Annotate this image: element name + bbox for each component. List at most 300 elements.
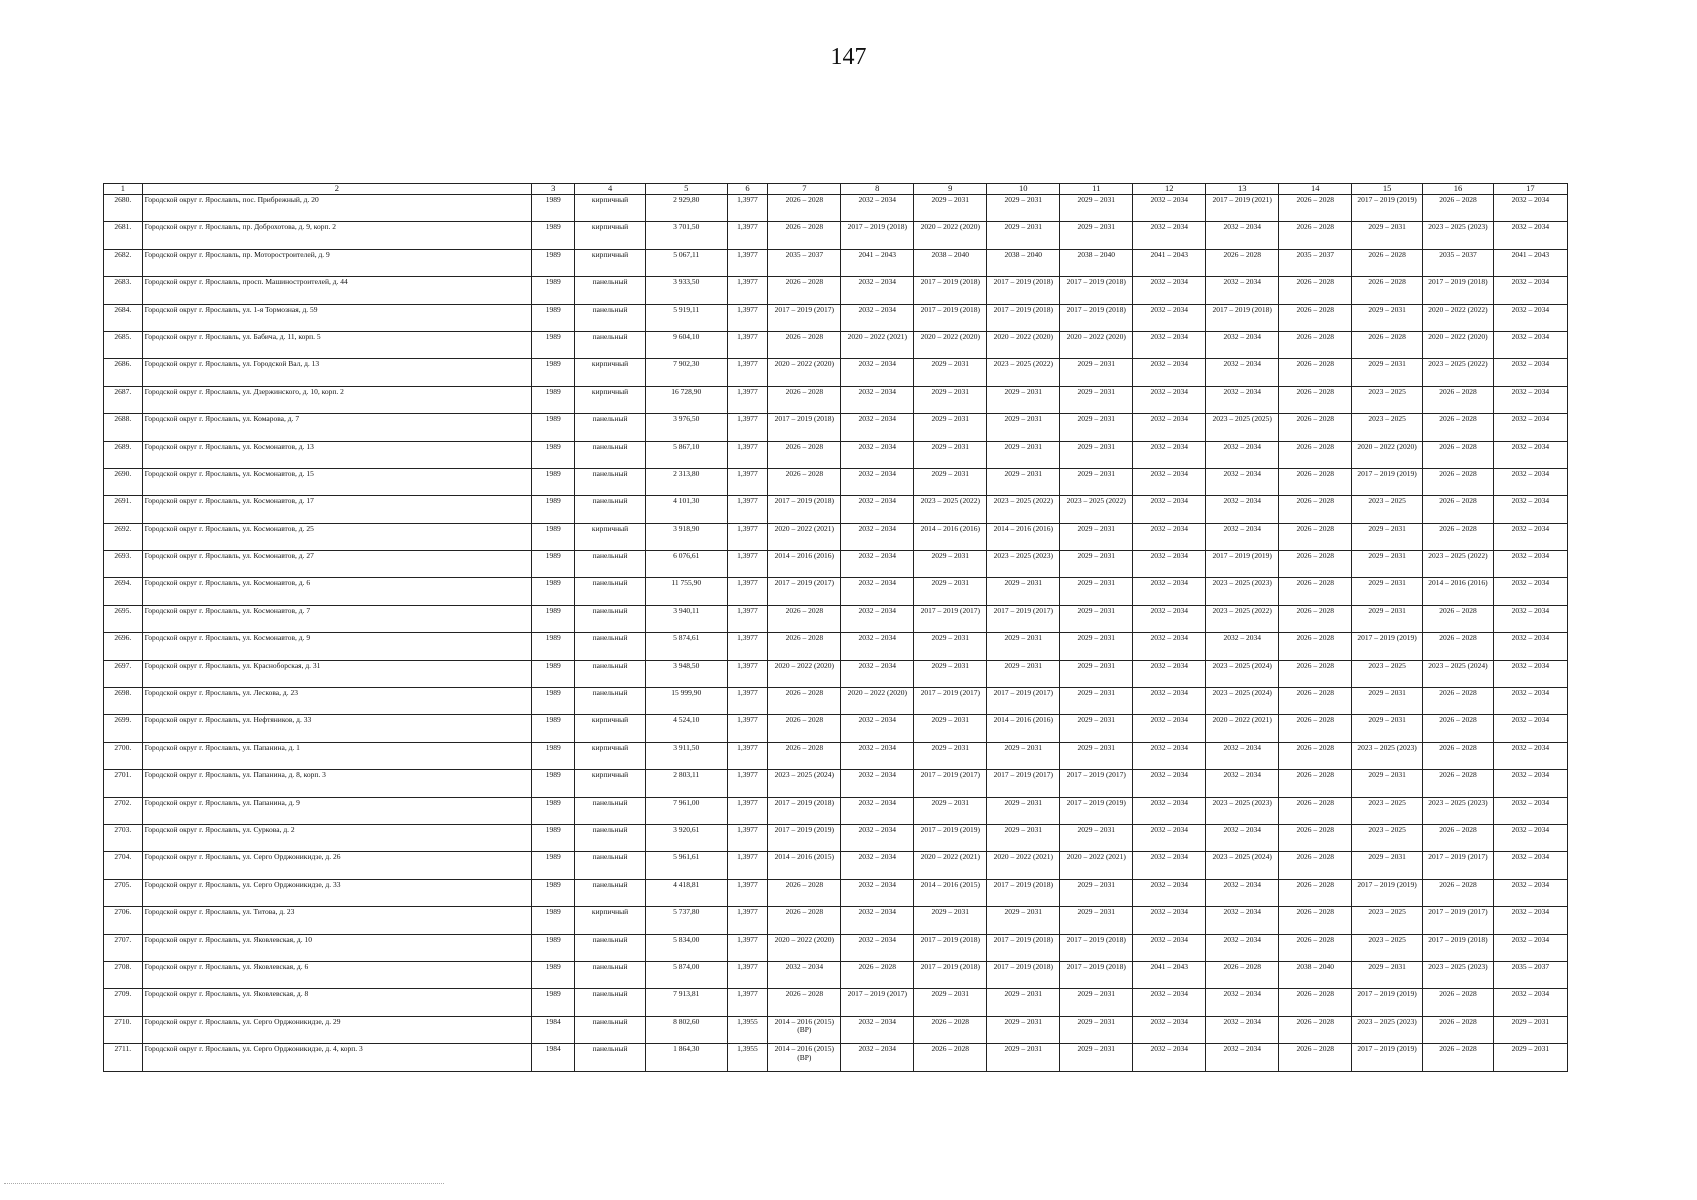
table-cell: 1,3977 [727,742,768,769]
table-cell: 2026 – 2028 [1279,907,1352,934]
table-cell: 1989 [532,879,575,906]
table-cell: 2026 – 2028 [1423,605,1494,632]
table-cell: 2 803,11 [645,770,727,797]
table-row [104,578,1568,605]
table-cell: 2032 – 2034 [1133,688,1206,715]
table-cell: 2017 – 2019 (2017) [914,688,987,715]
table-cell: 2032 – 2034 [841,907,914,934]
table-cell: 2032 – 2034 [768,961,841,988]
table-cell: 2029 – 2031 [1352,551,1423,578]
table-cell: 2029 – 2031 [1060,1016,1133,1043]
table-cell: 2023 – 2025 (2024) [1206,688,1279,715]
table-cell: 2029 – 2031 [987,468,1060,495]
table-cell: 2017 – 2019 (2017) [768,304,841,331]
table-cell: 2023 – 2025 (2023) [1423,222,1494,249]
table-cell: 2017 – 2019 (2019) [1060,797,1133,824]
address-cell: Городской округ г. Ярославль, ул. Серго Орджоникидзе, д. 33 [142,879,532,906]
table-cell: 2032 – 2034 [1206,934,1279,961]
table-row [104,468,1568,495]
table-cell: 2014 – 2016 (2016) [768,551,841,578]
table-cell: 2032 – 2034 [1206,359,1279,386]
table-cell: 2032 – 2034 [1493,359,1567,386]
table-cell: 1989 [532,331,575,358]
table-cell: 2029 – 2031 [1352,605,1423,632]
table-cell: 2032 – 2034 [1206,523,1279,550]
table-cell: 2014 – 2016 (2015) [768,852,841,879]
table-cell: панельный [575,961,646,988]
row-number-cell: 2706. [104,907,143,934]
table-cell: 2032 – 2034 [1133,551,1206,578]
table-cell: 2017 – 2019 (2018) [987,879,1060,906]
row-number-cell: 2693. [104,551,143,578]
table-cell: 2017 – 2019 (2019) [1352,468,1423,495]
table-cell: 4 524,10 [645,715,727,742]
table-cell: 2029 – 2031 [914,633,987,660]
table-cell: 1989 [532,359,575,386]
table-cell: 1989 [532,195,575,222]
table-cell: 2026 – 2028 [1206,961,1279,988]
table-cell: 1,3955 [727,1016,768,1043]
table-cell: 2029 – 2031 [1060,742,1133,769]
page-number: 147 [830,44,867,70]
table-cell: 1989 [532,277,575,304]
address-cell: Городской округ г. Ярославль, ул. Лескова, д. 23 [142,688,532,715]
table-cell: 2029 – 2031 [987,578,1060,605]
table-cell: 2032 – 2034 [841,1044,914,1071]
table-cell: 2032 – 2034 [1493,222,1567,249]
table-cell: 2032 – 2034 [1493,989,1567,1016]
table-cell: 7 913,81 [645,989,727,1016]
table-cell: 2032 – 2034 [1493,852,1567,879]
table-cell: 2029 – 2031 [987,633,1060,660]
table-cell: 2032 – 2034 [841,879,914,906]
table-cell: 2029 – 2031 [987,1044,1060,1071]
table-row [104,633,1568,660]
table-cell: 2026 – 2028 [1423,688,1494,715]
table-cell: 2032 – 2034 [1493,770,1567,797]
address-cell: Городской округ г. Ярославль, ул. Городской Вал, д. 13 [142,359,532,386]
table-cell: 2038 – 2040 [987,249,1060,276]
table-cell: 7 902,30 [645,359,727,386]
table-cell: 2026 – 2028 [914,1044,987,1071]
table-cell: 1989 [532,414,575,441]
table-cell: 2032 – 2034 [1133,907,1206,934]
table-cell: 2020 – 2022 (2020) [914,331,987,358]
row-number-cell: 2705. [104,879,143,906]
table-cell: 2032 – 2034 [1493,496,1567,523]
table-cell: панельный [575,934,646,961]
table-cell: 2026 – 2028 [1206,249,1279,276]
column-header: 14 [1279,184,1352,195]
table-cell: 2014 – 2016 (2016) [914,523,987,550]
column-header: 1 [104,184,143,195]
table-cell: 2029 – 2031 [1060,414,1133,441]
table-cell: 2029 – 2031 [1060,222,1133,249]
table-cell: кирпичный [575,715,646,742]
table-row [104,715,1568,742]
table-cell: панельный [575,989,646,1016]
table-cell: 2014 – 2016 (2015) (ВР) [768,1016,841,1043]
table-cell: 2026 – 2028 [768,331,841,358]
table-cell: 2017 – 2019 (2017) [987,605,1060,632]
table-cell: 2032 – 2034 [1493,578,1567,605]
table-cell: 1,3977 [727,222,768,249]
table-cell: 2029 – 2031 [1060,907,1133,934]
table-row [104,551,1568,578]
table-cell: 2023 – 2025 [1352,496,1423,523]
table-cell: 2026 – 2028 [1279,688,1352,715]
table-cell: 2032 – 2034 [1206,441,1279,468]
table-cell: панельный [575,852,646,879]
table-cell: 2029 – 2031 [1493,1016,1567,1043]
column-header: 10 [987,184,1060,195]
table-cell: 2017 – 2019 (2019) [1352,195,1423,222]
table-cell: 2026 – 2028 [768,633,841,660]
table-cell: 2032 – 2034 [1493,468,1567,495]
table-cell: 2017 – 2019 (2017) [1060,770,1133,797]
row-number-cell: 2690. [104,468,143,495]
table-cell: 2032 – 2034 [1493,688,1567,715]
table-cell: 2026 – 2028 [768,386,841,413]
row-number-cell: 2689. [104,441,143,468]
table-cell: 2029 – 2031 [1060,1044,1133,1071]
table-cell: 1,3977 [727,331,768,358]
table-row [104,496,1568,523]
address-cell: Городской округ г. Ярославль, ул. Нефтяников, д. 33 [142,715,532,742]
row-number-cell: 2700. [104,742,143,769]
table-cell: 2026 – 2028 [1423,633,1494,660]
table-cell: 3 911,50 [645,742,727,769]
table-cell: 2029 – 2031 [1060,989,1133,1016]
table-cell: 2032 – 2034 [1133,1016,1206,1043]
table-cell: 2029 – 2031 [987,742,1060,769]
table-cell: кирпичный [575,359,646,386]
address-cell: Городской округ г. Ярославль, ул. Космонавтов, д. 27 [142,551,532,578]
table-cell: 2032 – 2034 [1206,770,1279,797]
table-cell: 4 101,30 [645,496,727,523]
table-row [104,386,1568,413]
table-cell: 11 755,90 [645,578,727,605]
table-cell: панельный [575,1016,646,1043]
table-row [104,688,1568,715]
table-cell: 2026 – 2028 [1423,496,1494,523]
table-cell: 2032 – 2034 [1493,742,1567,769]
table-cell: 2014 – 2016 (2016) [987,523,1060,550]
table-cell: 2020 – 2022 (2020) [768,359,841,386]
table-cell: 1,3977 [727,359,768,386]
table-cell: 2026 – 2028 [768,222,841,249]
column-header: 4 [575,184,646,195]
table-cell: 2029 – 2031 [987,824,1060,851]
table-cell: 2026 – 2028 [768,688,841,715]
table-cell: 16 728,90 [645,386,727,413]
column-header: 6 [727,184,768,195]
table-row [104,961,1568,988]
table-cell: 1989 [532,907,575,934]
table-cell: 2017 – 2019 (2019) [1352,1044,1423,1071]
table-cell: 2032 – 2034 [1206,496,1279,523]
table-row [104,852,1568,879]
address-cell: Городской округ г. Ярославль, ул. Серго Орджоникидзе, д. 29 [142,1016,532,1043]
table-cell: 2026 – 2028 [768,742,841,769]
table-cell: кирпичный [575,386,646,413]
table-cell: 2032 – 2034 [1133,633,1206,660]
row-number-cell: 2684. [104,304,143,331]
table-cell: 5 961,61 [645,852,727,879]
scan-artifact-line [4,1183,444,1185]
table-cell: 2038 – 2040 [1279,961,1352,988]
table-cell: 2026 – 2028 [768,468,841,495]
table-cell: 2023 – 2025 (2024) [1206,852,1279,879]
table-cell: 2026 – 2028 [1352,277,1423,304]
table-cell: 2026 – 2028 [914,1016,987,1043]
row-number-cell: 2692. [104,523,143,550]
table-cell: кирпичный [575,742,646,769]
table-cell: 2020 – 2022 (2020) [1060,331,1133,358]
table-cell: 2026 – 2028 [1279,605,1352,632]
column-header: 8 [841,184,914,195]
table-cell: 2026 – 2028 [1279,742,1352,769]
address-cell: Городской округ г. Ярославль, просп. Машиностроителей, д. 44 [142,277,532,304]
table-cell: 2029 – 2031 [987,1016,1060,1043]
table-cell: 2032 – 2034 [1133,715,1206,742]
table-row [104,359,1568,386]
table-cell: панельный [575,660,646,687]
table-cell: 2026 – 2028 [1279,633,1352,660]
table-cell: 2029 – 2031 [1060,633,1133,660]
column-header: 3 [532,184,575,195]
data-table-container [103,183,1568,1072]
table-cell: 2032 – 2034 [1493,879,1567,906]
table-cell: 2023 – 2025 (2022) [1060,496,1133,523]
table-cell: 2029 – 2031 [1352,578,1423,605]
table-cell: 2026 – 2028 [1423,742,1494,769]
table-cell: 2032 – 2034 [1206,386,1279,413]
table-cell: 2026 – 2028 [1279,414,1352,441]
table-cell: 2032 – 2034 [841,195,914,222]
table-cell: 2017 – 2019 (2018) [768,797,841,824]
table-cell: 2026 – 2028 [1279,1044,1352,1071]
table-cell: 1,3977 [727,824,768,851]
table-cell: 2029 – 2031 [1352,770,1423,797]
table-cell: 1,3977 [727,907,768,934]
table-cell: 1989 [532,660,575,687]
table-cell: 2041 – 2043 [1133,961,1206,988]
table-cell: 2023 – 2025 (2022) [1423,551,1494,578]
row-number-cell: 2703. [104,824,143,851]
table-cell: панельный [575,277,646,304]
table-cell: 2032 – 2034 [841,496,914,523]
table-cell: 2017 – 2019 (2018) [841,222,914,249]
table-cell: 2029 – 2031 [987,907,1060,934]
table-cell: 2026 – 2028 [1423,1016,1494,1043]
table-cell: 2026 – 2028 [768,441,841,468]
row-number-cell: 2702. [104,797,143,824]
table-cell: 2017 – 2019 (2018) [987,934,1060,961]
table-cell: 2032 – 2034 [1133,605,1206,632]
table-cell: 2026 – 2028 [1423,468,1494,495]
table-cell: 2038 – 2040 [914,249,987,276]
table-cell: 2029 – 2031 [914,551,987,578]
table-cell: 1,3977 [727,961,768,988]
table-cell: 2026 – 2028 [1423,879,1494,906]
table-row [104,277,1568,304]
table-cell: 8 802,60 [645,1016,727,1043]
table-cell: 1,3977 [727,386,768,413]
table-cell: 2017 – 2019 (2018) [987,961,1060,988]
column-header: 15 [1352,184,1423,195]
table-cell: 2017 – 2019 (2019) [914,824,987,851]
table-cell: 2020 – 2022 (2021) [914,852,987,879]
table-cell: 2017 – 2019 (2017) [987,770,1060,797]
table-cell: 2029 – 2031 [1060,551,1133,578]
table-cell: 2017 – 2019 (2018) [987,304,1060,331]
table-cell: 2017 – 2019 (2018) [1060,961,1133,988]
table-row [104,1044,1568,1071]
table-cell: 2023 – 2025 (2024) [1423,660,1494,687]
table-cell: 2032 – 2034 [1206,222,1279,249]
table-cell: 1,3977 [727,852,768,879]
address-cell: Городской округ г. Ярославль, ул. Космонавтов, д. 17 [142,496,532,523]
table-cell: 1,3977 [727,715,768,742]
table-cell: 2032 – 2034 [841,386,914,413]
table-cell: 2032 – 2034 [1206,989,1279,1016]
table-cell: 1,3977 [727,468,768,495]
table-cell: 2026 – 2028 [1279,770,1352,797]
column-header: 7 [768,184,841,195]
table-cell: 2038 – 2040 [1060,249,1133,276]
table-cell: 2032 – 2034 [1206,1016,1279,1043]
column-header: 17 [1493,184,1567,195]
table-cell: панельный [575,551,646,578]
table-row [104,879,1568,906]
table-cell: 1,3977 [727,277,768,304]
table-cell: 1989 [532,249,575,276]
table-cell: 3 920,61 [645,824,727,851]
table-cell: 2035 – 2037 [1279,249,1352,276]
row-number-cell: 2697. [104,660,143,687]
table-cell: 2014 – 2016 (2015) (ВР) [768,1044,841,1071]
row-number-cell: 2682. [104,249,143,276]
address-cell: Городской округ г. Ярославль, ул. Комарова, д. 7 [142,414,532,441]
table-cell: 2023 – 2025 (2023) [1206,578,1279,605]
address-cell: Городской округ г. Ярославль, ул. Космонавтов, д. 9 [142,633,532,660]
row-number-cell: 2686. [104,359,143,386]
row-number-cell: 2680. [104,195,143,222]
table-cell: 2017 – 2019 (2018) [914,934,987,961]
table-cell: 2035 – 2037 [1493,961,1567,988]
address-cell: Городской округ г. Ярославль, ул. Серго Орджоникидзе, д. 26 [142,852,532,879]
address-cell: Городской округ г. Ярославль, ул. Бабича, д. 11, корп. 5 [142,331,532,358]
table-row [104,660,1568,687]
row-number-cell: 2688. [104,414,143,441]
table-cell: 2032 – 2034 [1206,879,1279,906]
table-cell: 2029 – 2031 [914,468,987,495]
table-cell: 2032 – 2034 [1206,1044,1279,1071]
table-cell: 5 874,00 [645,961,727,988]
table-cell: кирпичный [575,523,646,550]
table-cell: 2026 – 2028 [768,605,841,632]
table-cell: 2023 – 2025 [1352,934,1423,961]
table-cell: 2014 – 2016 (2016) [1423,578,1494,605]
table-cell: 3 976,50 [645,414,727,441]
table-cell: 2032 – 2034 [1133,386,1206,413]
row-number-cell: 2710. [104,1016,143,1043]
table-cell: 1989 [532,496,575,523]
table-cell: 2032 – 2034 [1206,742,1279,769]
table-cell: 2017 – 2019 (2018) [914,304,987,331]
table-cell: 2020 – 2022 (2021) [1206,715,1279,742]
table-cell: панельный [575,797,646,824]
table-cell: 2017 – 2019 (2018) [1060,277,1133,304]
table-cell: 2026 – 2028 [1279,331,1352,358]
table-cell: 2023 – 2025 (2025) [1206,414,1279,441]
table-cell: 2017 – 2019 (2017) [987,688,1060,715]
table-cell: 2029 – 2031 [1060,386,1133,413]
table-cell: 2032 – 2034 [1206,277,1279,304]
table-cell: кирпичный [575,249,646,276]
table-cell: 2026 – 2028 [768,715,841,742]
table-cell: 2017 – 2019 (2021) [1206,195,1279,222]
table-cell: 2032 – 2034 [841,359,914,386]
table-cell: 2032 – 2034 [1493,277,1567,304]
table-row [104,414,1568,441]
table-cell: 2017 – 2019 (2018) [1060,304,1133,331]
address-cell: Городской округ г. Ярославль, ул. Папанина, д. 1 [142,742,532,769]
table-cell: 2026 – 2028 [768,989,841,1016]
table-cell: 1984 [532,1044,575,1071]
address-cell: Городской округ г. Ярославль, ул. 1-я Тормозная, д. 59 [142,304,532,331]
table-cell: 2017 – 2019 (2017) [1423,907,1494,934]
table-cell: 2020 – 2022 (2020) [768,660,841,687]
table-cell: 3 701,50 [645,222,727,249]
table-cell: 2017 – 2019 (2017) [1423,852,1494,879]
table-cell: 3 940,11 [645,605,727,632]
table-cell: 2017 – 2019 (2019) [1352,989,1423,1016]
table-cell: 2020 – 2022 (2021) [841,331,914,358]
table-cell: 2026 – 2028 [768,907,841,934]
table-cell: 2020 – 2022 (2021) [768,523,841,550]
table-cell: 2032 – 2034 [1133,742,1206,769]
table-cell: 3 933,50 [645,277,727,304]
table-cell: кирпичный [575,907,646,934]
table-cell: 2032 – 2034 [1133,523,1206,550]
table-cell: 2023 – 2025 (2022) [1206,605,1279,632]
table-cell: 1989 [532,688,575,715]
table-cell: 2032 – 2034 [1133,414,1206,441]
table-cell: 2032 – 2034 [1206,907,1279,934]
address-cell: Городской округ г. Ярославль, ул. Космонавтов, д. 15 [142,468,532,495]
table-cell: 2020 – 2022 (2020) [914,222,987,249]
table-cell: панельный [575,688,646,715]
table-cell: 2017 – 2019 (2019) [1206,551,1279,578]
table-cell: 2029 – 2031 [1352,852,1423,879]
table-cell: 9 604,10 [645,331,727,358]
table-cell: 2032 – 2034 [1133,441,1206,468]
address-cell: Городской округ г. Ярославль, ул. Яковлевская, д. 6 [142,961,532,988]
table-cell: 2026 – 2028 [1279,441,1352,468]
table-cell: 2035 – 2037 [1423,249,1494,276]
table-row [104,797,1568,824]
table-row [104,824,1568,851]
table-cell: 3 918,90 [645,523,727,550]
table-cell: 2029 – 2031 [987,195,1060,222]
table-cell: 2032 – 2034 [1493,824,1567,851]
table-cell: 5 067,11 [645,249,727,276]
table-cell: 2032 – 2034 [1206,468,1279,495]
table-cell: 2026 – 2028 [1423,523,1494,550]
table-row [104,1016,1568,1043]
